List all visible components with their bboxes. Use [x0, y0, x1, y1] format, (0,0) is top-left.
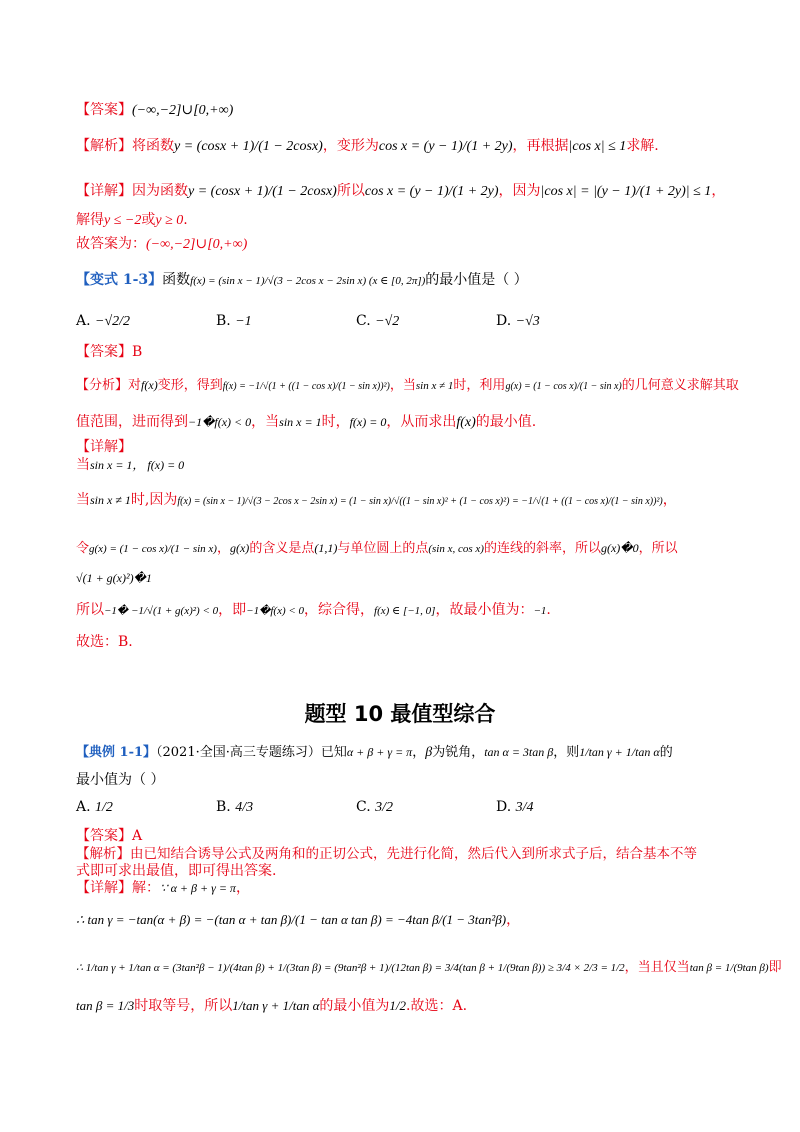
answer-tag: 【答案】: [76, 828, 132, 844]
detail-text: 所以: [76, 602, 104, 618]
option-value: −√3: [515, 314, 540, 329]
analysis-text: 时，利用: [453, 378, 506, 393]
detail-text: ，当且仅当: [624, 960, 690, 975]
detail-tag: 【详解】: [76, 439, 132, 455]
option-label: B.: [216, 799, 231, 815]
formula: ∴ 1/tan γ + 1/tan α = (3tan²β − 1)/(4tan β) + 1/(3tan β) = (9tan²β + 1)/(12tan β) = 3/4(tan β + 1/(9tan β)) ≥ 3/4 × 2/3 = 1/2: [76, 962, 625, 974]
formula: f(x) = (sin x − 1)/√(3 − 2cos x − 2sin x) = (1 − sin x)/√((1 − sin x)² + (1 − cos x)²) = −1/√(1 + ((1 − cos x)/(1 − sin x))²): [177, 496, 663, 507]
analysis-line-1-3b: [76, 412, 536, 433]
formula: β: [425, 745, 433, 760]
formula: −1: [533, 605, 547, 617]
solve-line: [76, 210, 188, 231]
analysis-tag: 【分析】: [76, 378, 129, 393]
answer-tag: 【答案】: [76, 344, 132, 360]
formula: (sin x, cos x): [428, 543, 484, 555]
option-b: [216, 311, 356, 332]
analysis-line: [76, 136, 659, 157]
detail-text: .故选：A.: [406, 998, 468, 1014]
formula-ineq: y ≥ 0: [155, 213, 184, 228]
analysis-text: ，当: [251, 414, 280, 430]
analysis-text: 变形，得到: [157, 378, 223, 393]
step-line-2: [76, 958, 782, 978]
analysis-text: ，变形为: [322, 138, 379, 154]
analysis-text: ，当: [389, 378, 416, 393]
final-formula: (−∞,−2]∪[0,+∞): [146, 237, 248, 252]
detail-text: ，: [711, 183, 726, 199]
answer-formula: (−∞,−2]∪[0,+∞): [132, 103, 234, 118]
detail-tag: 【详解】: [76, 880, 132, 896]
answer-line: [76, 100, 233, 121]
detail-line-2: [76, 490, 677, 512]
formula: −1�f(x) < 0: [188, 415, 252, 429]
step-line-3: [76, 996, 467, 1016]
answer-value: B: [132, 344, 143, 360]
option-label: C.: [356, 313, 371, 329]
answer-value: A: [132, 828, 143, 844]
detail-text: ，综合得，: [304, 602, 375, 618]
formula: f(x) = 0: [349, 415, 387, 429]
formula-ineq: y ≤ −2: [104, 213, 142, 228]
formula: f(x) = −1/√(1 + ((1 − cos x)/(1 − sin x))²): [222, 381, 390, 392]
option-value: 1/2: [95, 800, 113, 815]
final-text: 故选：B.: [76, 634, 133, 650]
option-label: A.: [76, 313, 91, 329]
final-label: 故答案为：: [76, 236, 146, 252]
detail-text: 与单位圆上的点: [337, 541, 429, 556]
formula: (1,1): [314, 541, 338, 555]
analysis-text: 的最小值.: [475, 414, 537, 430]
example-1-1-line2: [76, 770, 164, 790]
detail-text: 当: [76, 457, 90, 473]
detail-text: .: [546, 602, 551, 618]
option-d: [496, 797, 636, 818]
formula: √(1 + g(x)²)�1: [76, 571, 152, 585]
option-c: [356, 311, 496, 332]
detail-text: 当: [76, 492, 90, 508]
analysis-tag: 【解析】: [76, 846, 130, 862]
formula-y: y = (cosx + 1)/(1 − 2cosx): [188, 184, 337, 199]
options-1-3: [76, 311, 776, 332]
example-text: 最小值为（ ）: [76, 772, 165, 788]
formula: f(x): [141, 378, 158, 392]
formula-y: y = (cosx + 1)/(1 − 2cosx): [174, 139, 323, 154]
analysis-text: 对: [128, 378, 142, 393]
formula: g(x)�0: [600, 541, 639, 555]
detail-text: ，故最小值为：: [435, 602, 534, 618]
analysis-text: 的几何意义求解其取: [621, 378, 739, 393]
formula-fx: f(x) = (sin x − 1)/√(3 − 2cos x − 2sin x) (x ∈ [0, 2π]): [190, 275, 426, 287]
option-value: 3/4: [515, 800, 534, 815]
final-answer-line: [76, 234, 247, 255]
question-text: 的最小值是（ ）: [425, 272, 528, 288]
detail-text: ，即: [218, 602, 247, 618]
detail-line-1: [76, 455, 184, 475]
detail-text: 所以: [336, 183, 365, 199]
solve-text: 或: [141, 212, 156, 228]
detail-text: 令: [76, 541, 90, 556]
detail-line-4: [76, 600, 551, 621]
detail-line-3b: [76, 568, 152, 588]
formula: g(x): [229, 541, 250, 555]
detail-text: 的含义是点: [249, 541, 315, 556]
analysis-text: 式即可求出最值，即可得出答案.: [76, 863, 277, 879]
option-value: 3/2: [375, 800, 394, 815]
option-label: D.: [496, 313, 512, 329]
step-line-1: [76, 910, 520, 930]
option-label: A.: [76, 799, 91, 815]
option-label: C.: [356, 799, 371, 815]
example-text: 为锐角，: [432, 745, 485, 760]
formula: α + β + γ = π: [346, 745, 413, 759]
formula-cosx: cos x = (y − 1)/(1 + 2y): [378, 139, 513, 154]
option-value: −1: [235, 314, 252, 329]
detail-tag-line-1-3: [76, 437, 132, 457]
option-label: D.: [496, 799, 512, 815]
analysis-text: 时，: [321, 414, 350, 430]
analysis-text: ，再根据: [512, 138, 569, 154]
detail-text: 时取等号，所以: [134, 998, 233, 1014]
option-c: [356, 797, 496, 818]
formula: g(x) = (1 − cos x)/(1 − sin x): [505, 381, 622, 392]
formula: tan α = 3tan β: [484, 745, 554, 759]
analysis-text: 值范围，进而得到: [76, 414, 188, 430]
question-1-3: [76, 270, 528, 291]
formula: f(x): [456, 415, 476, 430]
option-value: 4/3: [235, 800, 254, 815]
detail-text: ，因为: [498, 183, 541, 199]
detail-text: ，: [662, 492, 677, 508]
formula: −1� −1/√(1 + g(x)²) < 0: [104, 605, 219, 617]
option-b: [216, 797, 356, 818]
solve-text: .: [183, 212, 188, 228]
example-1-1: [76, 742, 673, 763]
options-1-1: [76, 797, 776, 818]
example-text: （2021·全国·高三专题练习）已知: [156, 745, 347, 760]
analysis-text: 将函数: [132, 138, 174, 154]
formula-abs: |cos x| = |(y − 1)/(1 + 2y)| ≤ 1: [540, 184, 712, 199]
option-label: B.: [216, 313, 231, 329]
option-value: −√2: [375, 314, 400, 329]
formula: sin x = 1: [279, 415, 322, 429]
answer-tag: 【答案】: [76, 102, 132, 118]
final-line-1-3: [76, 632, 133, 652]
formula: tan β = 1/(9tan β): [689, 962, 769, 974]
detail-text: 即: [768, 960, 782, 975]
detail-text: ，: [506, 912, 521, 928]
detail-text: 时,因为: [130, 492, 178, 508]
detail-line-3: [76, 538, 678, 559]
detail-text: ，: [216, 541, 230, 556]
detail-text: 解：: [132, 880, 160, 896]
detail-tag: 【详解】: [76, 183, 132, 199]
example-text: 的: [659, 745, 673, 760]
analysis-text: 求解.: [626, 138, 659, 154]
solve-text: 解得: [76, 212, 104, 228]
example-text: ，则: [553, 745, 580, 760]
formula: tan β = 1/3: [76, 998, 135, 1013]
question-tag: 【变式 1-3】: [76, 272, 163, 288]
detail-line: [76, 181, 725, 202]
section-heading: 题型 10 最值型综合: [304, 702, 496, 726]
formula: sin x ≠ 1: [415, 380, 454, 392]
formula: ∴ tan γ = −tan(α + β) = −(tan α + tan β)/(1 − tan α tan β) = −4tan β/(1 − 3tan²β): [76, 912, 507, 927]
formula: 1/2: [389, 998, 407, 1013]
formula-cosx: cos x = (y − 1)/(1 + 2y): [364, 184, 499, 199]
detail-text: ，所以: [638, 541, 678, 556]
detail-text: 因为函数: [132, 183, 188, 199]
detail-text: 的连线的斜率，所以: [483, 541, 601, 556]
analysis-tag: 【解析】: [76, 138, 132, 154]
question-text: 函数: [162, 272, 191, 288]
answer-line-1-1: [76, 826, 142, 846]
option-value: −√2/2: [95, 314, 131, 329]
formula: sin x = 1， f(x) = 0: [90, 458, 185, 472]
option-a: [76, 797, 216, 818]
formula-abs-cosx: |cos x| ≤ 1: [568, 139, 627, 154]
formula: g(x) = (1 − cos x)/(1 − sin x): [89, 543, 217, 555]
analysis-text: 由已知结合诱导公式及两角和的正切公式，先进行化简，然后代入到所求式子后，结合基本不等: [130, 846, 697, 862]
option-d: [496, 311, 636, 332]
detail-text: 的最小值为: [319, 998, 390, 1014]
formula: 1/tan γ + 1/tan α: [579, 745, 660, 759]
formula: ∵ α + β + γ = π: [160, 881, 236, 895]
formula: sin x ≠ 1: [90, 493, 131, 507]
formula: f(x) ∈ [−1, 0]: [374, 605, 436, 617]
detail-text: ，: [235, 880, 250, 896]
example-tag: 【典例 1-1】: [76, 745, 157, 760]
answer-line-1-3: [76, 342, 142, 362]
example-text: ，: [412, 745, 426, 760]
option-a: [76, 311, 216, 332]
analysis-line-1-3: [76, 375, 739, 397]
detail-line-1-1: [76, 878, 250, 898]
analysis-text: ，从而求出: [386, 414, 457, 430]
formula: −1�f(x) < 0: [246, 605, 305, 617]
formula: 1/tan γ + 1/tan α: [232, 998, 320, 1013]
